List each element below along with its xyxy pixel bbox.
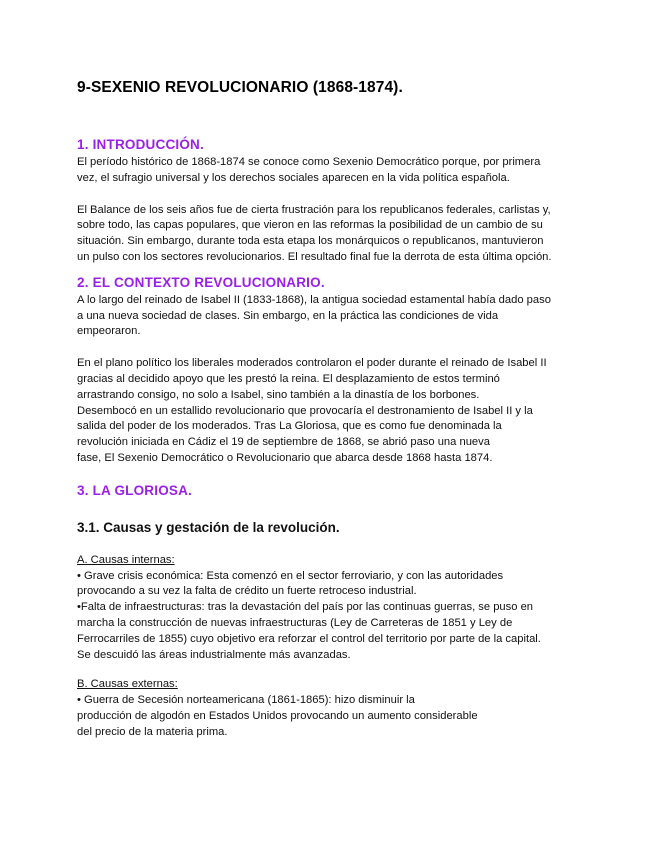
text-line: arrastrando consigo, no solo a Isabel, sino también a la dinastía de los borbones. [77, 388, 480, 401]
text-line: un pulso con los sectores revolucionarios. El resultado final fue la derrota de esta última opción. [77, 250, 552, 263]
text-line: a una nueva sociedad de clases. Sin embargo, en la práctica las condiciones de vida [77, 309, 499, 322]
text-line: Ferrocarriles de 1855) cuyo objetivo era reforzar el control del territorio por parte de la capital. [77, 632, 541, 645]
text-line: Se descuidó las áreas industrialmente más avanzadas. [77, 648, 351, 661]
paragraph [77, 356, 582, 467]
text-line: Desembocó en un estallido revolucionario que provocaría el destronamiento de Isabel II y la [77, 404, 533, 417]
text-line: • Grave crisis económica: Esta comenzó en el sector ferroviario, y con las autoridades [77, 569, 504, 582]
causes-internal [77, 553, 582, 664]
text-line: gracias al decidido apoyo que les prestó la reina. El desplazamiento de estos terminó [77, 372, 500, 385]
text-line: • Guerra de Secesión norteamericana (1861-1865): hizo disminuir la [77, 694, 415, 707]
subsection-heading-causas: 3.1. Causas y gestación de la revolución. [77, 519, 340, 535]
text-line: sobre todo, las capas populares, que vieron en las reformas la posibilidad de un cambio de su [77, 219, 543, 232]
text-line: salida del poder de los moderados. Tras La Gloriosa, que es como fue denominada la [77, 420, 502, 433]
text-line: •Falta de infraestructuras: tras la devastación del país por las continuas guerras, se puso en [77, 601, 534, 614]
paragraph [77, 155, 582, 187]
section-heading-introduccion: 1. INTRODUCCIÓN. [77, 137, 204, 152]
section-heading-contexto: 2. EL CONTEXTO REVOLUCIONARIO. [77, 274, 325, 290]
text-line: provocando a su vez la falta de crédito un fuerte retroceso industrial. [77, 585, 417, 598]
causes-external [77, 677, 582, 740]
text-line: El período histórico de 1868-1874 se conoce como Sexenio Democrático porque, por primera [77, 156, 541, 168]
text-line: A lo largo del reinado de Isabel II (1833-1868), la antigua sociedad estamental había dado paso [77, 293, 551, 306]
text-line: situación. Sin embargo, durante toda esta etapa los monárquicos o republicanos, mantuvieron [77, 235, 544, 248]
paragraph [77, 293, 582, 340]
text-line: producción de algodón en Estados Unidos provocando un aumento considerable [77, 709, 478, 722]
section-heading-gloriosa: 3. LA GLORIOSA. [77, 482, 193, 498]
subsection-label-internas: A. Causas internas: [77, 553, 175, 566]
document-body [77, 79, 582, 741]
text-line: vez, el sufragio universal y los derechos sociales aparecen en la vida política española. [77, 171, 510, 184]
subsection-label-externas: B. Causas externas: [77, 678, 178, 691]
text-line: En el plano político los liberales moderados controlaron el poder durante el reinado de Isabel II [77, 357, 547, 370]
text-line: El Balance de los seis años fue de cierta frustración para los republicanos federales, carlistas y, [77, 203, 551, 216]
text-line: del precio de la materia prima. [77, 725, 228, 738]
text-line: empeoraron. [77, 325, 141, 338]
paragraph [77, 203, 582, 266]
text-line: marcha la construcción de nuevas infraestructuras (Ley de Carreteras de 1851 y Ley de [77, 616, 513, 629]
text-line: fase, El Sexenio Democrático o Revolucionario que abarca desde 1868 hasta 1874. [77, 451, 493, 464]
text-line: revolución iniciada en Cádiz el 19 de septiembre de 1868, se abrió paso una nueva [77, 436, 490, 449]
document-title: 9-SEXENIO REVOLUCIONARIO (1868-1874). [77, 79, 403, 96]
